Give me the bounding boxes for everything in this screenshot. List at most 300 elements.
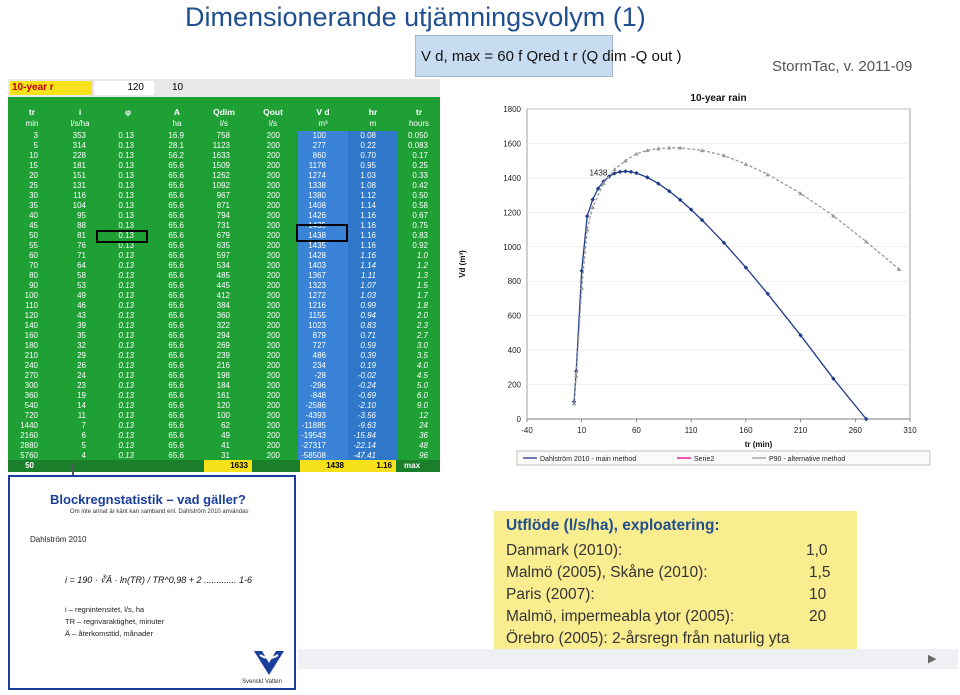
sheet-header: Qdim xyxy=(213,107,235,117)
y-tick-label: 400 xyxy=(507,346,521,356)
table-cell: 597 xyxy=(216,251,230,260)
table-cell: 65.6 xyxy=(168,331,184,340)
table-cell: 727 xyxy=(312,341,326,350)
table-cell: 200 xyxy=(266,321,280,330)
sheet-header: A xyxy=(173,107,181,117)
table-cell: 65.6 xyxy=(168,221,184,230)
table-cell: 11 xyxy=(77,411,86,420)
chart-title: 10-year rain xyxy=(690,93,747,104)
info-row-value-1: 1,0 xyxy=(806,542,828,559)
panel-legend-1: i – regnintensitet, l/s, ha xyxy=(65,605,145,614)
table-cell: 96 xyxy=(419,451,428,460)
legend-label: Serie2 xyxy=(694,456,715,463)
table-cell: 2.3 xyxy=(416,321,428,330)
table-cell: 0.13 xyxy=(118,271,134,280)
table-cell: 1633 xyxy=(212,151,230,160)
x-tick-label: 160 xyxy=(739,426,753,435)
table-cell: -848 xyxy=(309,391,326,400)
table-cell: 1.3 xyxy=(416,271,428,280)
sheet-unit: hours xyxy=(408,119,429,128)
table-cell: 540 xyxy=(24,401,38,410)
table-cell: 1.2 xyxy=(416,261,428,270)
table-cell: 65.6 xyxy=(168,161,184,170)
panel-author: Dahlström 2010 xyxy=(30,535,87,544)
table-cell: 1.14 xyxy=(360,261,376,270)
table-cell: 200 xyxy=(266,401,280,410)
legend-label: P90 - alternative method xyxy=(769,456,846,463)
table-cell: 1509 xyxy=(212,161,230,170)
info-row-value-2: 1,5 xyxy=(809,564,831,581)
table-cell: 0.13 xyxy=(118,281,134,290)
table-cell: 49 xyxy=(77,291,86,300)
table-cell: 294 xyxy=(216,331,230,340)
table-cell: 0.13 xyxy=(118,261,134,270)
table-cell: -4393 xyxy=(305,411,326,420)
slide-title: Dimensionerande utjämningsvolym (1) xyxy=(185,2,646,32)
table-cell: 4.0 xyxy=(416,361,428,370)
footer-cell: 1438 xyxy=(326,461,344,470)
table-cell: 29 xyxy=(77,351,86,360)
table-cell: 28.1 xyxy=(168,141,184,150)
table-cell: 48 xyxy=(419,441,428,450)
table-cell: 161 xyxy=(216,391,230,400)
table-cell: 0.13 xyxy=(118,221,134,230)
info-heading: Utflöde (l/s/ha), exploatering: xyxy=(506,517,720,534)
table-cell: 0.13 xyxy=(118,291,134,300)
table-cell: 198 xyxy=(216,371,230,380)
table-cell: 210 xyxy=(24,351,38,360)
table-cell: -2.10 xyxy=(357,401,376,410)
x-tick-label: 60 xyxy=(631,426,641,435)
table-cell: 200 xyxy=(266,301,280,310)
table-cell: 1.08 xyxy=(360,181,376,190)
table-cell: 65.6 xyxy=(168,201,184,210)
sheet-header: hr xyxy=(368,107,378,117)
plot-area xyxy=(527,109,910,419)
table-cell: 200 xyxy=(266,421,280,430)
table-cell: 384 xyxy=(216,301,230,310)
y-tick-label: 1800 xyxy=(503,105,521,114)
table-cell: 100 xyxy=(24,291,38,300)
vd-max-highlight-box xyxy=(296,224,348,242)
table-cell: -2586 xyxy=(305,401,326,410)
table-cell: 353 xyxy=(72,131,86,140)
table-cell: 720 xyxy=(24,411,38,420)
table-cell: 0.13 xyxy=(118,191,134,200)
table-cell: 65.6 xyxy=(168,271,184,280)
info-row-label-1: Danmark (2010): xyxy=(506,542,623,559)
table-cell: 0.58 xyxy=(412,201,428,210)
legend-label: Dahlström 2010 - main method xyxy=(540,456,637,463)
table-cell: 0.94 xyxy=(360,311,376,320)
table-cell: 0.13 xyxy=(118,141,134,150)
table-cell: 5760 xyxy=(20,451,38,460)
formula-box xyxy=(415,35,682,77)
table-cell: 270 xyxy=(24,371,38,380)
sheet-unit: m xyxy=(369,119,377,128)
sheet-body xyxy=(8,79,440,472)
table-cell: 7 xyxy=(81,421,86,430)
table-cell: 65.6 xyxy=(168,371,184,380)
table-cell: 200 xyxy=(266,131,280,140)
table-cell: 1435 xyxy=(308,221,326,230)
table-cell: 56.2 xyxy=(168,151,184,160)
table-cell: 1.8 xyxy=(416,301,428,310)
table-cell: -0.24 xyxy=(357,381,376,390)
table-cell: 1.0 xyxy=(416,251,428,260)
table-cell: 200 xyxy=(266,261,280,270)
table-cell: -28 xyxy=(314,371,326,380)
footer-cell: 50 xyxy=(25,461,34,470)
table-cell: 181 xyxy=(72,161,86,170)
table-cell: 1216 xyxy=(308,301,326,310)
table-cell: 65.6 xyxy=(168,361,184,370)
table-cell: 1435 xyxy=(308,241,326,250)
table-cell: 200 xyxy=(266,361,280,370)
table-cell: 679 xyxy=(216,231,230,240)
sheet-top-value-2: 10 xyxy=(172,82,184,93)
table-cell: -0.02 xyxy=(357,371,376,380)
table-cell: 60 xyxy=(29,251,38,260)
table-cell: 65.6 xyxy=(168,431,184,440)
table-cell: -19543 xyxy=(301,431,326,440)
table-cell: -47.41 xyxy=(353,451,376,460)
table-cell: 6 xyxy=(81,431,86,440)
table-cell: 0.70 xyxy=(360,151,376,160)
table-cell: 412 xyxy=(216,291,230,300)
table-cell: 53 xyxy=(77,281,86,290)
table-cell: 50 xyxy=(29,231,38,240)
sheet-header: V d xyxy=(316,107,330,117)
table-cell: 0.13 xyxy=(118,131,134,140)
table-cell: 635 xyxy=(216,241,230,250)
sheet-header: tr xyxy=(415,107,423,117)
table-cell: 200 xyxy=(266,151,280,160)
table-cell: 65.6 xyxy=(168,441,184,450)
table-cell: 445 xyxy=(216,281,230,290)
sheet-header: φ xyxy=(124,107,132,117)
info-row-label-3: Paris (2007): xyxy=(506,586,595,603)
chart-area xyxy=(445,79,957,472)
table-cell: 1.11 xyxy=(361,271,376,280)
table-cell: 45 xyxy=(29,221,38,230)
table-cell: 180 xyxy=(24,341,38,350)
info-row-value-4: 20 xyxy=(809,608,827,625)
table-cell: 200 xyxy=(266,231,280,240)
table-cell: 0.95 xyxy=(360,161,376,170)
table-cell: 0.59 xyxy=(360,341,376,350)
table-cell: 14 xyxy=(77,401,86,410)
table-cell: 65.6 xyxy=(168,211,184,220)
peak-data-label: 1438 xyxy=(589,168,608,178)
table-cell: 65.6 xyxy=(168,241,184,250)
panel-title: Blockregnstatistik – vad gäller? xyxy=(50,492,246,507)
table-cell: 1428 xyxy=(308,251,326,260)
table-cell: 65.6 xyxy=(168,291,184,300)
footer-cell: 1.16 xyxy=(376,461,392,470)
table-cell: 967 xyxy=(216,191,230,200)
table-cell: 76 xyxy=(77,241,86,250)
table-cell: 2160 xyxy=(20,431,38,440)
y-tick-label: 600 xyxy=(507,311,521,321)
table-cell: 216 xyxy=(216,361,230,370)
table-cell: 104 xyxy=(72,201,86,210)
table-cell: 65.6 xyxy=(168,191,184,200)
table-cell: -9.63 xyxy=(357,421,376,430)
slide-nav-bar xyxy=(298,649,958,669)
panel-equation: i = 190 · ∛Ä · ln(TR) / TR^0,98 + 2 ............. 1-6 xyxy=(65,575,253,585)
play-arrow-icon[interactable]: ▶ xyxy=(928,653,937,665)
table-cell: 0.083 xyxy=(407,141,428,150)
table-cell: 0.13 xyxy=(118,241,134,250)
x-tick-label: 10 xyxy=(577,426,587,435)
table-cell: 65.6 xyxy=(168,341,184,350)
table-cell: 1178 xyxy=(308,161,326,170)
table-cell: 0.71 xyxy=(360,331,376,340)
table-cell: -0.69 xyxy=(357,391,376,400)
table-cell: 140 xyxy=(24,321,38,330)
table-cell: 0.13 xyxy=(118,391,134,400)
table-cell: 0.83 xyxy=(412,231,428,240)
table-cell: -11885 xyxy=(301,421,326,430)
table-cell: 200 xyxy=(266,171,280,180)
y-tick-label: 1400 xyxy=(503,173,521,183)
table-cell: 70 xyxy=(29,261,38,270)
table-cell: 0.13 xyxy=(118,211,134,220)
table-cell: 71 xyxy=(77,251,86,260)
table-cell: 0.13 xyxy=(118,201,134,210)
table-cell: 0.13 xyxy=(118,301,134,310)
table-cell: 200 xyxy=(266,241,280,250)
table-cell: 2.7 xyxy=(416,331,428,340)
sheet-header: i xyxy=(78,107,82,117)
table-cell: 485 xyxy=(216,271,230,280)
table-cell: 1.5 xyxy=(416,281,428,290)
table-cell: 0.75 xyxy=(412,221,428,230)
formula-text: V d, max = 60 f Qred t r (Q dim -Q out ) xyxy=(421,47,682,65)
table-cell: 0.42 xyxy=(412,181,428,190)
table-cell: 65.6 xyxy=(168,281,184,290)
table-cell: 731 xyxy=(216,221,230,230)
table-cell: 110 xyxy=(25,301,38,310)
table-cell: 4 xyxy=(81,451,86,460)
table-cell: 1.16 xyxy=(360,231,376,240)
table-cell: 20 xyxy=(29,171,38,180)
table-cell: 64 xyxy=(77,261,86,270)
table-cell: -15.84 xyxy=(353,431,376,440)
table-cell: 58 xyxy=(77,271,86,280)
table-cell: 12 xyxy=(419,411,428,420)
table-cell: 0.13 xyxy=(118,341,134,350)
table-cell: 26 xyxy=(77,361,86,370)
table-cell: 95 xyxy=(77,211,86,220)
table-cell: 200 xyxy=(266,331,280,340)
table-cell: 55 xyxy=(29,241,38,250)
table-cell: 200 xyxy=(266,411,280,420)
table-cell: 200 xyxy=(266,211,280,220)
table-cell: 0.13 xyxy=(118,251,134,260)
sheet-unit: l/s xyxy=(269,119,277,128)
table-cell: 0.13 xyxy=(118,321,134,330)
table-cell: 534 xyxy=(216,261,230,270)
table-cell: 0.13 xyxy=(118,451,134,460)
table-cell: 0.92 xyxy=(412,241,428,250)
table-cell: 1.03 xyxy=(360,291,376,300)
table-cell: 300 xyxy=(24,381,38,390)
table-cell: 19 xyxy=(77,391,86,400)
table-cell: 0.13 xyxy=(118,331,134,340)
table-cell: -296 xyxy=(309,381,326,390)
table-cell: 1023 xyxy=(308,321,326,330)
info-row-value-3: 10 xyxy=(809,586,827,603)
table-cell: 1.14 xyxy=(360,201,376,210)
sheet-header: Qout xyxy=(263,107,283,117)
table-cell: 100 xyxy=(216,411,230,420)
table-cell: 0.83 xyxy=(360,321,376,330)
table-cell: 0.13 xyxy=(118,371,134,380)
table-cell: 39 xyxy=(77,321,86,330)
table-cell: 314 xyxy=(72,141,86,150)
table-cell: 65.6 xyxy=(168,261,184,270)
row-highlight-box xyxy=(96,230,148,243)
sheet-header: tr xyxy=(28,107,36,117)
table-cell: 1.03 xyxy=(360,171,376,180)
sheet-unit: ha xyxy=(172,119,182,128)
table-cell: 200 xyxy=(266,451,280,460)
table-cell: 200 xyxy=(266,281,280,290)
table-cell: 228 xyxy=(72,151,86,160)
table-cell: 35 xyxy=(29,201,38,210)
table-cell: 0.13 xyxy=(118,421,134,430)
table-cell: 4.5 xyxy=(416,371,428,380)
table-cell: 3.5 xyxy=(416,351,428,360)
table-cell: -22.14 xyxy=(353,441,376,450)
table-cell: 120 xyxy=(216,401,230,410)
table-cell: 1408 xyxy=(308,201,326,210)
sheet-unit: min xyxy=(25,119,39,128)
info-row-label-4: Malmö, impermeabla ytor (2005): xyxy=(506,608,735,625)
table-cell: 1426 xyxy=(308,211,326,220)
table-cell: 0.13 xyxy=(118,431,134,440)
y-tick-label: 1000 xyxy=(503,242,521,252)
table-cell: 24 xyxy=(77,371,86,380)
panel-legend-2: TR – regnvaraktighet, minuter xyxy=(65,617,165,626)
table-cell: 2880 xyxy=(20,441,38,450)
table-cell: 1092 xyxy=(212,181,230,190)
table-cell: 200 xyxy=(266,251,280,260)
table-cell: 160 xyxy=(24,331,38,340)
table-cell: 200 xyxy=(266,391,280,400)
logo-text: Svenskt Vatten xyxy=(242,679,282,685)
table-cell: 200 xyxy=(266,191,280,200)
svenskt-vatten-logo-icon xyxy=(252,647,286,679)
table-cell: 860 xyxy=(312,151,326,160)
table-cell: 200 xyxy=(266,371,280,380)
table-cell: 0.13 xyxy=(118,441,134,450)
sheet-label: 10-year r xyxy=(10,81,92,95)
table-cell: 24 xyxy=(419,421,428,430)
y-tick-label: 1200 xyxy=(503,208,521,218)
table-cell: 277 xyxy=(312,141,326,150)
table-cell: 1.16 xyxy=(360,221,376,230)
footer-cell: max xyxy=(404,461,421,470)
table-cell: 0.13 xyxy=(118,381,134,390)
table-cell: 32 xyxy=(77,341,86,350)
table-cell: 0.99 xyxy=(360,301,376,310)
table-cell: 1323 xyxy=(308,281,326,290)
table-cell: 0.13 xyxy=(118,411,134,420)
table-cell: 5 xyxy=(33,141,38,150)
table-cell: 88 xyxy=(77,221,86,230)
table-cell: 0.13 xyxy=(118,351,134,360)
table-cell: 5 xyxy=(81,441,86,450)
table-cell: 65.6 xyxy=(168,421,184,430)
table-cell: 65.6 xyxy=(168,311,184,320)
spreadsheet xyxy=(8,79,440,472)
table-cell: 49 xyxy=(221,431,230,440)
blockregn-panel xyxy=(8,475,296,690)
table-cell: 1.16 xyxy=(360,211,376,220)
table-cell: 879 xyxy=(312,331,326,340)
version-label: StormTac, v. 2011-09 xyxy=(772,58,913,75)
table-cell: 486 xyxy=(312,351,326,360)
table-cell: 0.22 xyxy=(360,141,376,150)
table-cell: 1403 xyxy=(308,261,326,270)
table-cell: 41 xyxy=(221,441,230,450)
table-cell: 360 xyxy=(24,391,38,400)
table-cell: 200 xyxy=(266,341,280,350)
table-cell: 200 xyxy=(266,201,280,210)
table-cell: 65.6 xyxy=(168,301,184,310)
table-cell: 65.6 xyxy=(168,351,184,360)
table-cell: 0.08 xyxy=(360,131,376,140)
table-cell: 0.19 xyxy=(360,361,376,370)
table-cell: 758 xyxy=(216,131,230,140)
table-cell: 131 xyxy=(72,181,86,190)
table-cell: 200 xyxy=(266,441,280,450)
table-cell: 1274 xyxy=(308,171,326,180)
x-axis-label: tr (min) xyxy=(744,440,773,449)
table-cell: 100 xyxy=(312,131,326,140)
table-cell: 0.39 xyxy=(360,351,376,360)
table-cell: 0.13 xyxy=(118,151,134,160)
table-cell: 200 xyxy=(266,181,280,190)
table-cell: 360 xyxy=(216,311,230,320)
table-cell: 3.0 xyxy=(416,341,428,350)
table-cell: 65.6 xyxy=(168,251,184,260)
table-cell: 0.67 xyxy=(412,211,428,220)
table-cell: 200 xyxy=(266,221,280,230)
table-cell: 65.6 xyxy=(168,181,184,190)
sheet-unit: l/s xyxy=(220,119,228,128)
table-cell: 1367 xyxy=(308,271,326,280)
table-cell: 36 xyxy=(419,431,428,440)
table-cell: 90 xyxy=(29,281,38,290)
table-cell: 234 xyxy=(312,361,326,370)
table-cell: 1380 xyxy=(308,191,326,200)
table-cell: 200 xyxy=(266,431,280,440)
table-cell: 65.6 xyxy=(168,171,184,180)
table-cell: 0.33 xyxy=(412,171,428,180)
sheet-top-value-1: 120 xyxy=(94,81,154,95)
y-tick-label: 800 xyxy=(507,277,521,287)
table-cell: 10 xyxy=(29,151,38,160)
panel-legend-3: Ä – återkomsttid, månader xyxy=(65,629,153,638)
table-cell: 871 xyxy=(216,201,230,210)
table-cell: 0.050 xyxy=(407,131,428,140)
table-cell: 46 xyxy=(77,301,86,310)
table-cell: 200 xyxy=(266,351,280,360)
